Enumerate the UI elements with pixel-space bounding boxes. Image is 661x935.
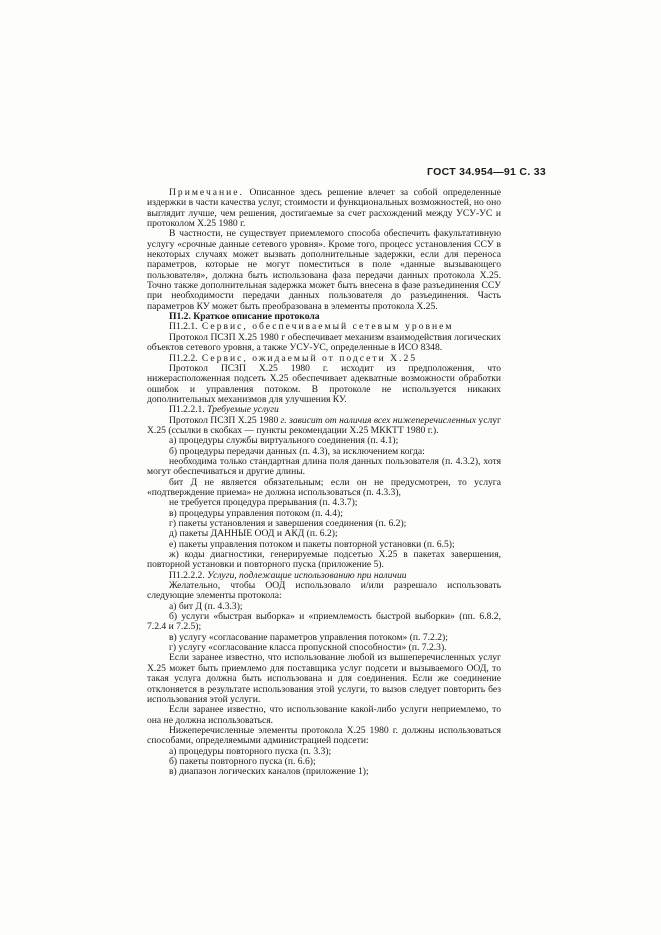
list-item: а) процедуры повторного пуска (п. 3.3); — [169, 745, 332, 757]
note-paragraph — [147, 188, 501, 229]
paragraph: Протокол ПСЗП Х.25 1980 г. исходит из предположения, что нижерасположенная подсеть Х.25 обеспечивает адекватные возможности обработки ошибок и управления потоком. В протоколе не используется никаких дополнительных механизмов для улучшения КУ. — [147, 362, 501, 405]
text-run: услуг Х.25 (ссылки в скобках — пункты рекомендации Х.25 МККТТ 1980 г.). — [147, 414, 501, 436]
subsection-title: Сервис, ожидаемый от подсети Х.25 — [197, 352, 418, 364]
list-item: б) услуги «быстрая выборка» и «приемлемость быстрой выборки» (пп. 6.8.2, 7.2.4 и 7.2.5); — [147, 611, 501, 633]
paragraph: Нижеперечисленные элементы протокола Х.25 1980 г. должны использоваться способами, определяемыми администрацией подсети: — [147, 724, 501, 747]
paragraph: Желательно, чтобы ООД использовало и/или разрешало использовать следующие элементы протокола: — [147, 580, 501, 602]
list-item: а) процедуры службы виртуального соединения (п. 4.1); — [169, 435, 399, 447]
list-item: г) услугу «согласование класса пропускной способности» (п. 7.2.3). — [169, 642, 447, 654]
paragraph: Протокол ПСЗП Х.25 1980 г обеспечивает механизм взаимодействия логических объектов сетевого уровня, а также УСУ-УС, определенные в ИСО 8348. — [147, 331, 501, 354]
list-item: в) диапазон логических каналов (приложение 1); — [169, 766, 369, 778]
note-label: Примечание. — [169, 187, 244, 198]
list-item: а) бит Д (п. 4.3.3); — [169, 600, 243, 612]
text-run: Протокол ПСЗП Х.25 1980 — [169, 414, 281, 426]
document-body — [147, 188, 501, 778]
list-item: г) пакеты установления и завершения соединения (п. 6.2); — [169, 518, 407, 529]
list-item: д) пакеты ДАННЫЕ ООД и АКД (п. 6.2); — [169, 528, 338, 540]
subsection-number: П1.2.1. — [169, 321, 198, 333]
subsection-title: Услуги, подлежащие использованию при наличии — [204, 569, 407, 581]
paragraph — [147, 416, 501, 437]
page-header: ГОСТ 34.954—91 С. 33 — [427, 166, 546, 178]
list-item: б) пакеты повторного пуска (п. 6.6); — [169, 755, 316, 767]
section-heading: П1.2. Краткое описание протокола — [169, 311, 320, 323]
note-text: Описанное здесь решение влечет за собой определенные издержки в части качества услуг, стоимости и функциональных возможностей, но оно выглядит лучше, чем решения, достигаемые за счет расхождений между УСУ-УС и протоколом Х.25 1980 г. — [147, 187, 501, 230]
paragraph: Если заранее известно, что использование любой из вышеперечисленных услуг Х.25 может быть приемлемо для поставщика услуг подсети и вызываемого ООД, то такая услуга должна быть использована и для соединения. Если же соединение отклоняется в результате использования этой услуги, то вызов следует повторить без использования этой услуги. — [147, 652, 501, 705]
list-item: б) процедуры передачи данных (п. 4.3), за исключением когда: — [169, 445, 425, 457]
list-item: бит Д не является обязательным; если он не предусмотрен, то услуга «подтверждение приема» не должна использоваться (п. 4.3.3), — [147, 476, 501, 498]
subsection-number: П1.2.2.1. — [169, 404, 205, 416]
subsection-title: Сервис, обеспечиваемый сетевым уровнем — [197, 321, 454, 333]
paragraph: Если заранее известно, что использование какой-либо услуги неприемлемо, то она не должна использоваться. — [147, 704, 501, 726]
list-item: в) процедуры управления потоком (п. 4.4); — [169, 507, 343, 519]
paragraph: В частности, не существует приемлемого способа обеспечить факультативную услугу «срочные данные сетевого уровня». Кроме того, процесс установления ССУ в некоторых случаях может вызвать дополнительные задержки, если для переноса параметров, которые не могут поместиться в поле «данные вызывающего пользователя», должна быть использована фаза передачи данных протокола Х.25. Точно также дополнительная задержка может быть внесена в фазе разъединения ССУ при необходимости передачи данных пользователя до разъединения. Часть параметров КУ может быть преобразована в элементы протокола Х.25. — [147, 228, 501, 312]
list-item: необходима только стандартная длина поля данных пользователя (п. 4.3.2), хотя могут обеспечиваться и другие длины. — [147, 455, 501, 478]
subsection-title: Требуемые услуги — [204, 404, 279, 416]
text-run-italic: г. зависит от наличия всех нижеперечисленных — [280, 414, 477, 426]
list-item: е) пакеты управления потоком и пакеты повторной установки (п. 6.5); — [169, 538, 455, 550]
list-item: в) услугу «согласование параметров управления потоком» (п. 7.2.2); — [169, 631, 448, 643]
subsection-number: П1.2.2. — [169, 352, 198, 364]
list-item: не требуется процедура прерывания (п. 4.3.7); — [169, 497, 358, 509]
subsection-number: П1.2.2.2. — [169, 569, 205, 581]
list-item: ж) коды диагностики, генерируемые подсетью Х.25 в пакетах завершения, повторной установки и повторного пуска (приложение 5). — [147, 549, 501, 571]
